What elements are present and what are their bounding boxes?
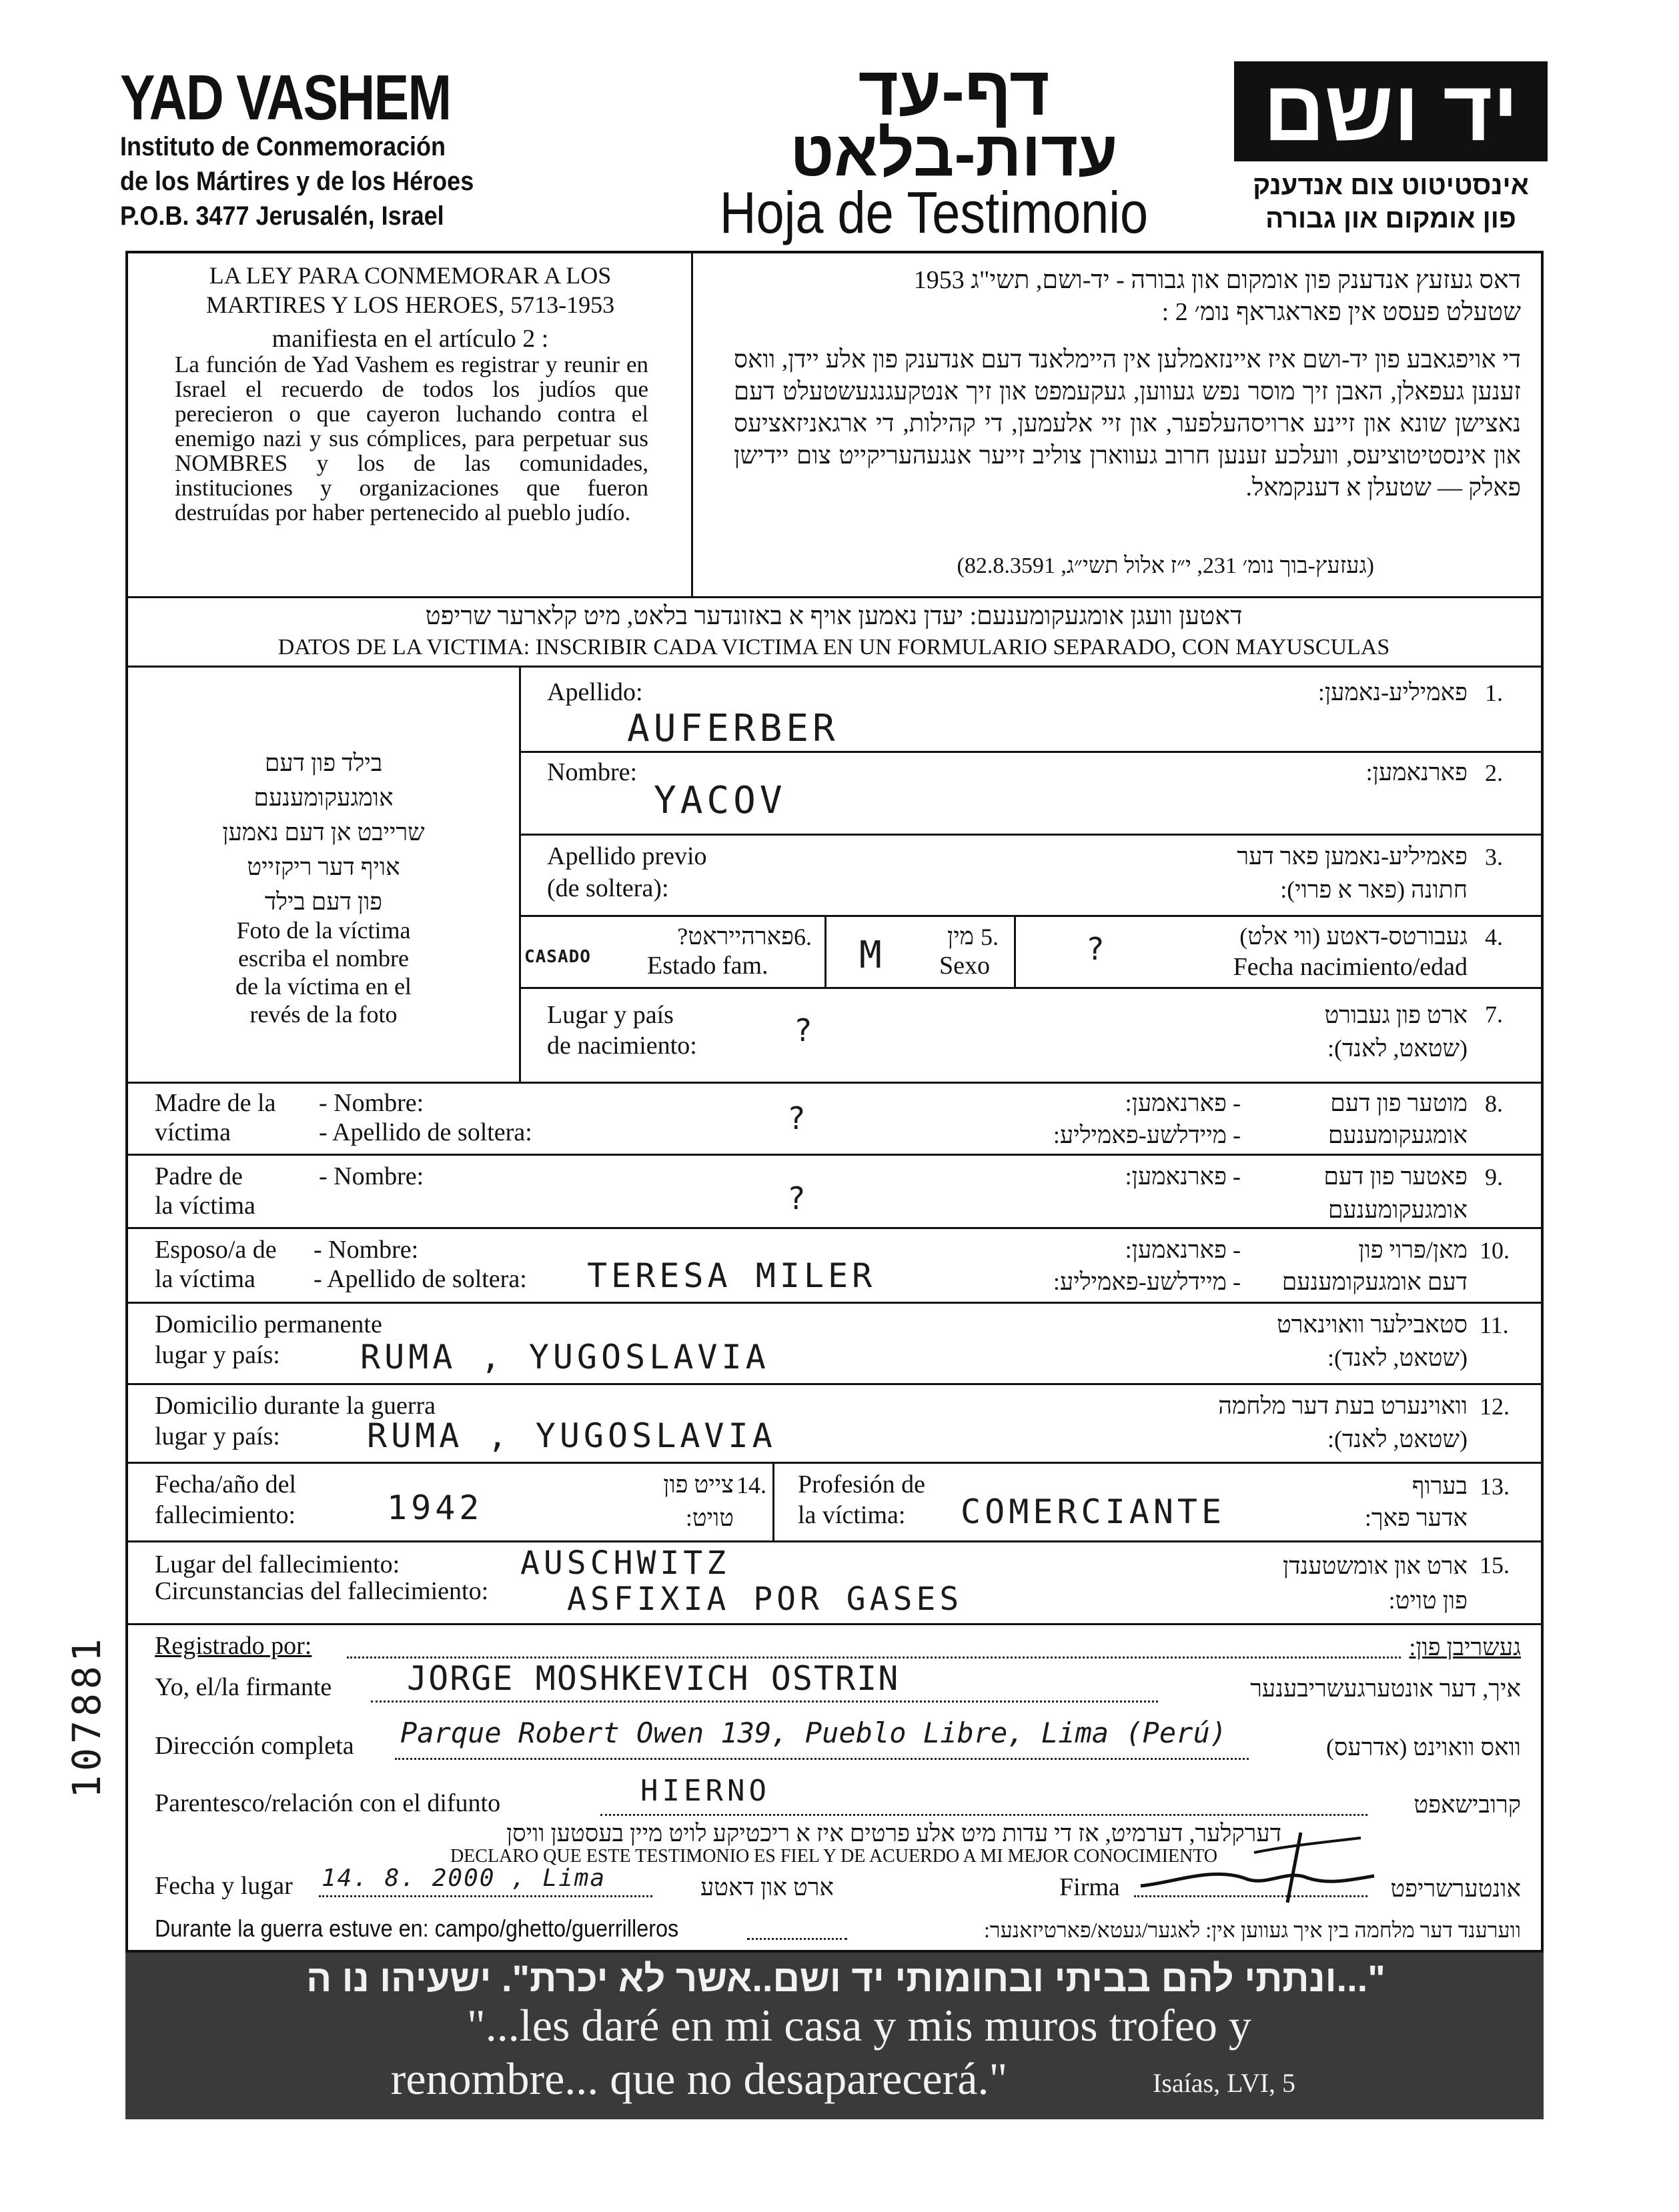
surname-label-heb: פאמיליע-נאמען: — [1317, 679, 1468, 706]
law-title-heb-2: שטעלט פעסט אין פאראגראף נומ׳ 2 : — [1161, 298, 1521, 326]
field-number-14: 14. — [736, 1472, 766, 1498]
address-label: Dirección completa — [155, 1732, 354, 1760]
mother-sublabel-heb: - פארנאמען: — [1125, 1090, 1241, 1116]
spouse-sublabel-heb-2: - מיידלשע-פאמיליע: — [1053, 1268, 1241, 1295]
quote-spanish-2: renombre... que no desaparecerá." — [390, 2053, 1008, 2104]
birthplace-label-heb-2: (שטאט, לאנד): — [1327, 1035, 1468, 1062]
date-place-value[interactable]: 14. 8. 2000 , Lima — [322, 1865, 606, 1892]
mother-label: Madre de la — [155, 1089, 276, 1117]
relationship-value[interactable]: HIERNO — [640, 1774, 770, 1808]
father-label-2: la víctima — [155, 1192, 255, 1220]
birthplace-value[interactable]: ? — [794, 1012, 816, 1048]
field-number-1: 1. — [1485, 680, 1503, 706]
spouse-sublabel-heb: - פארנאמען: — [1125, 1236, 1241, 1263]
registered-by-label: Registrado por: — [155, 1632, 312, 1660]
address-label-heb: וואס וואוינט (אדרעס) — [1325, 1734, 1521, 1761]
law-body-heb: די אויפגאבע פון יד-ושם איז איינזאמלען אין היימלאנד דעם אנדענק פון אלע יידן, וואס זענען געפאלן, האבן זיך מוסר נפש געווען, געקעמפט און זיך אנטקעגנגעשטעלט דעם נאצישן שונא און זיינע ארויסהעלפער, און זיי אלעמען, די קהילות, די ארגאניזאציעס און אינסטיטוציעס, וועלכע זענען חרוב געווארן צוליב זייער אנגעהעריקייט צום יידישן פאלק — שטעלן א דענקמאל. — [734, 346, 1521, 501]
quote-reference: Isaías, LVI, 5 — [1153, 2068, 1296, 2098]
sex-label: Sexo — [939, 952, 990, 980]
permanent-residence-label-heb: סטאבילער וואוינארט — [1277, 1311, 1468, 1338]
quote-spanish-1: "...les daré en mi casa y mis muros trofeo y — [467, 2000, 1251, 2051]
field-number-8: 8. — [1485, 1090, 1503, 1117]
institute-hebrew-1: אינסטיטוט צום אנדענק — [1253, 171, 1529, 200]
declaration-es: DECLARO QUE ESTE TESTIMONIO ES FIEL Y DE ACUERDO A MI MEJOR CONOCIMIENTO — [450, 1846, 1218, 1867]
death-place-label: Lugar del fallecimiento: — [155, 1550, 400, 1578]
field-number-12: 12. — [1480, 1393, 1510, 1420]
mother-value[interactable]: ? — [787, 1100, 810, 1136]
law-title-es-2: MARTIRES Y LOS HEROES, 5713-1953 — [205, 291, 615, 318]
wartime-residence-label-heb: וואוינערט בעת דער מלחמה — [1218, 1392, 1468, 1419]
quote-banner — [125, 1953, 1544, 2119]
signature-label: Firma — [1059, 1873, 1120, 1901]
first-name-label-heb: פארנאמען: — [1365, 759, 1468, 786]
wartime-residence-label: Domicilio durante la guerra — [155, 1392, 436, 1420]
title-hebrew-1: דף-עד — [858, 53, 1050, 130]
death-place-label-heb-2: פון טויט: — [1388, 1587, 1468, 1614]
spouse-label-2: la víctima — [155, 1265, 255, 1293]
org-subtitle-1: Instituto de Conmemoración — [120, 132, 446, 161]
institute-hebrew-2: פון אומקום און גבורה — [1265, 204, 1516, 233]
profession-value[interactable]: COMERCIANTE — [961, 1492, 1226, 1531]
photo-instructions-es: Foto de la víctima escriba el nombre de la víctima en el revés de la foto — [235, 917, 412, 1028]
signer-label-heb: איך, דער אונטערגעשריבענער — [1250, 1675, 1521, 1702]
birth-date-label-heb: געבורטס-דאטע (ווי אלט) — [1239, 923, 1468, 950]
birthplace-label: Lugar y país — [547, 1001, 674, 1029]
previous-surname-label-heb-2: חתונה (פאר א פרוי): — [1280, 876, 1468, 903]
field-number-5: 5. — [981, 924, 999, 950]
first-name-label: Nombre: — [547, 758, 638, 786]
date-place-label-heb: ארט און דאטע — [700, 1874, 834, 1901]
field-number-6: 6. — [794, 924, 812, 950]
marital-status-value[interactable]: CASADO — [524, 947, 591, 967]
profession-label-2: la víctima: — [798, 1501, 906, 1529]
field-number-13: 13. — [1480, 1473, 1510, 1500]
relationship-label-heb: קרובישאפט — [1414, 1791, 1521, 1818]
law-title-heb-1: דאס געזעץ אנדענק פון אומקום און גבורה - יד-ושם, תשי"ג 1953 — [913, 266, 1521, 294]
org-name: YAD VASHEM — [120, 62, 451, 133]
marital-status-label: Estado fam. — [647, 952, 768, 980]
signer-label: Yo, el/la firmante — [155, 1673, 332, 1701]
declaration-heb: דערקלער, דערמיט, אז די עדות מיט אלע פרטים איז א ריכטיקע לויט מיין בעסטען וויסן — [506, 1820, 1282, 1847]
signature-label-heb: אונטערשריפט — [1390, 1875, 1521, 1902]
wartime-residence-label-2: lugar y país: — [155, 1422, 280, 1450]
victim-header-heb: דאטען וועגן אומגעקומענעם: יעדן נאמען אויף א באזונדער בלאט, מיט קלארער שריפט — [425, 602, 1243, 630]
previous-surname-label-2: (de soltera): — [547, 874, 669, 902]
birth-date-value[interactable]: ? — [1086, 931, 1109, 967]
field-number-11: 11. — [1480, 1312, 1509, 1338]
death-date-label: Fecha/año del — [155, 1470, 297, 1498]
previous-surname-label-heb: פאמיליע-נאמען פאר דער — [1237, 843, 1468, 870]
surname-label: Apellido: — [547, 678, 643, 706]
title-hebrew-2: עדות-בלאט — [790, 118, 1118, 189]
signature-mark — [1134, 1819, 1387, 1906]
father-label: Padre de — [155, 1162, 243, 1190]
wartime-status-label-heb: ווערענד דער מלחמה בין איך געווען אין: לאגער/געטא/פארטיזאנער: — [983, 1918, 1521, 1942]
page-title: Hoja de Testimonio — [719, 179, 1149, 245]
death-date-value[interactable]: 1942 — [387, 1488, 484, 1527]
death-place-value[interactable]: AUSCHWITZ — [520, 1544, 730, 1582]
field-number-2: 2. — [1485, 760, 1503, 786]
field-number-3: 3. — [1485, 844, 1503, 870]
law-title-es-1: LA LEY PARA CONMEMORAR A LOS — [209, 262, 612, 289]
permanent-residence-value[interactable]: RUMA , YUGOSLAVIA — [360, 1338, 770, 1376]
law-body-es: La función de Yad Vashem es registrar y reunir en Israel el recuerdo de todos los judíos que perecieron o que cayeron luchando contra el enemigo nazi y sus cómplices, para perpetuar sus NOMBRES y los de las comunidades, instituciones y organizaciones que fueron destruídas por haber pertenecido al pueblo judío. — [175, 351, 648, 525]
profession-label-heb: בערוף — [1412, 1472, 1468, 1499]
permanent-residence-label-heb-2: (שטאט, לאנד): — [1327, 1344, 1468, 1371]
death-circumstances-label: Circunstancias del fallecimiento: — [155, 1577, 489, 1605]
profession-label-heb-2: אדער פאך: — [1364, 1504, 1468, 1531]
mother-sublabel-heb-2: - מיידלשע-פאמיליע: — [1053, 1122, 1241, 1148]
victim-header-es: DATOS DE LA VICTIMA: INSCRIBIR CADA VICTIMA EN UN FORMULARIO SEPARADO, CON MAYUSCULAS — [277, 635, 1390, 660]
father-label-heb: פאטער פון דעם — [1323, 1163, 1468, 1190]
field-number-15: 15. — [1480, 1552, 1510, 1578]
death-date-label-2: fallecimiento: — [155, 1501, 296, 1529]
surname-value[interactable]: AUFERBER — [627, 707, 839, 750]
law-ref-heb: (געזעץ-בוך נומ׳ 231, י״ז אלול תשי״ג, 82.8.3591) — [957, 554, 1374, 578]
wartime-residence-value[interactable]: RUMA , YUGOSLAVIA — [367, 1416, 776, 1455]
father-sublabel-heb: - פארנאמען: — [1125, 1163, 1241, 1190]
wartime-residence-label-heb-2: (שטאט, לאנד): — [1327, 1426, 1468, 1452]
org-subtitle-2: de los Mártires y de los Héroes — [120, 167, 474, 196]
death-place-label-heb: ארט און אומשטענדן — [1283, 1552, 1468, 1579]
first-name-value[interactable]: YACOV — [654, 779, 786, 822]
yad-vashem-logo: יד ושם — [1234, 61, 1548, 161]
father-value[interactable]: ? — [787, 1180, 810, 1216]
profession-label: Profesión de — [798, 1470, 926, 1498]
birthplace-label-heb: ארט פון געבורט — [1324, 1002, 1468, 1028]
field-number-9: 9. — [1485, 1164, 1503, 1190]
birthplace-label-2: de nacimiento: — [547, 1032, 697, 1060]
mother-name-sublabel: - Nombre: — [319, 1089, 424, 1117]
marital-status-label-heb: פארהייראט? — [677, 923, 794, 950]
spouse-value[interactable]: TERESA MILER — [587, 1256, 877, 1295]
field-number-4: 4. — [1485, 924, 1503, 950]
signer-value[interactable]: JORGE MOSHKEVICH OSTRIN — [407, 1659, 900, 1698]
permanent-residence-label: Domicilio permanente — [155, 1310, 382, 1338]
mother-label-heb: מוטער פון דעם — [1330, 1090, 1468, 1116]
date-place-label: Fecha y lugar — [155, 1872, 293, 1900]
spouse-name-sublabel: - Nombre: — [314, 1236, 419, 1264]
spouse-label-heb: מאן/פרוי פון — [1358, 1236, 1468, 1263]
spouse-label-heb-2: דעם אומגעקומענעם — [1281, 1268, 1468, 1295]
address-value[interactable]: Parque Robert Owen 139, Pueblo Libre, Lima (Perú) — [400, 1717, 1227, 1749]
sex-value[interactable]: M — [859, 934, 886, 977]
father-name-sublabel: - Nombre: — [319, 1162, 424, 1190]
photo-instructions-heb: בילד פון דעם אומגעקומענעם שרייבט אן דעם נאמען אויף דער ריקזייט פון דעם בילד — [222, 750, 425, 915]
previous-surname-label: Apellido previo — [547, 842, 707, 870]
spouse-label: Esposo/a de — [155, 1236, 277, 1264]
wartime-status-label: Durante la guerra estuve en: campo/ghetto/guerrilleros — [155, 1915, 679, 1942]
registered-by-label-heb: געשריבן פון: — [1409, 1634, 1521, 1661]
mother-maiden-sublabel: - Apellido de soltera: — [319, 1118, 532, 1146]
death-date-label-heb: צייט פון — [663, 1471, 734, 1498]
field-number-10: 10. — [1480, 1237, 1510, 1264]
father-label-heb-2: אומגעקומענעם — [1327, 1196, 1468, 1223]
death-date-label-heb-2: טויט: — [685, 1504, 734, 1531]
org-address: P.O.B. 3477 Jerusalén, Israel — [120, 201, 444, 231]
death-circumstances-value[interactable]: ASFIXIA POR GASES — [567, 1580, 963, 1618]
permanent-residence-label-2: lugar y país: — [155, 1341, 280, 1369]
birth-date-label: Fecha nacimiento/edad — [1233, 953, 1468, 981]
mother-label-heb-2: אומגעקומענעם — [1327, 1122, 1468, 1148]
sex-label-heb: מין — [947, 923, 974, 950]
field-number-7: 7. — [1485, 1001, 1503, 1028]
quote-hebrew: "...ונתתי להם בביתי ובחומותי יד ושם..אשר לא יכרת". ישעיהו נו ה — [306, 1957, 1385, 1999]
relationship-label: Parentesco/relación con el difunto — [155, 1789, 501, 1817]
spouse-maiden-sublabel: - Apellido de soltera: — [314, 1265, 527, 1293]
mother-label-2: víctima — [155, 1118, 231, 1146]
law-title-es-3: manifiesta en el artículo 2 : — [271, 325, 549, 353]
archive-number-note: 107881 — [64, 1634, 109, 1799]
